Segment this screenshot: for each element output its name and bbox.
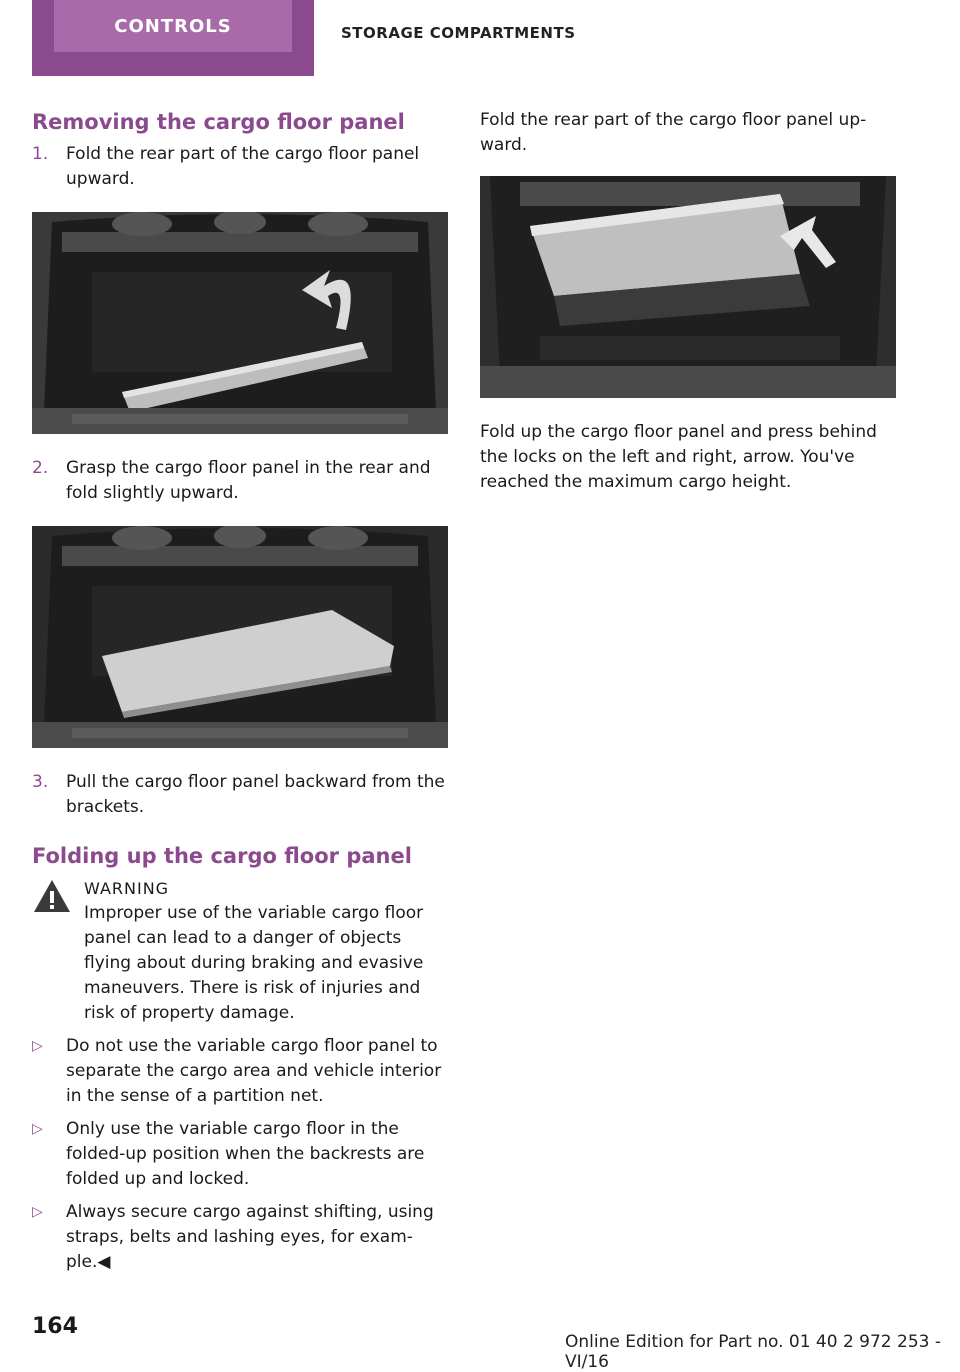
step-number: 2. [32,458,49,478]
list-item [32,1117,448,1192]
warning-text-wrap [32,901,448,1026]
step-2 [32,456,448,506]
bullet-text: Do not use the variable cargo floor panel to separate the cargo area and vehicle interior in the sense of a partition net. [66,1036,442,1106]
bullet-arrow-icon: ▷ [32,1204,43,1220]
paragraph-fold-up-locks: Fold up the cargo floor panel and press behind the locks on the left and right, arrow. You've reached the maximum cargo height. [480,422,877,492]
step-number: 1. [32,144,49,164]
warning-triangle-icon [32,878,72,918]
chapter-tab[interactable] [32,0,314,76]
heading-removing-panel: Removing the cargo floor panel [32,110,405,134]
bullet-arrow-icon: ▷ [32,1121,43,1137]
chapter-tab-label: CONTROLS [54,0,292,52]
bullet-text: Only use the variable cargo floor in the folded-up position when the backrests are folded up and locked. [66,1119,425,1189]
step-text: Pull the cargo floor panel backward from the brackets. [66,772,445,817]
photo-grasp-panel [32,526,448,748]
paragraph-fold-rear: Fold the rear part of the cargo floor panel up-ward. [480,110,867,155]
step-1 [32,142,448,192]
warning-bullets [32,1034,448,1275]
warning-block [32,876,448,1026]
step-number: 3. [32,772,49,792]
step-3 [32,770,448,820]
list-item [32,1200,448,1275]
photo-fold-up-panel [480,176,896,398]
left-column [32,108,448,1283]
right-column [480,108,896,495]
warning-text: Improper use of the variable cargo floor panel can lead to a danger of objects flying about during braking and evasive maneuvers. There is risk of injuries and risk of property damage. [84,903,424,1023]
step-text: Grasp the cargo floor panel in the rear and fold slightly upward. [66,458,431,503]
page-number: 164 [32,1314,78,1339]
bullet-arrow-icon: ▷ [32,1038,43,1054]
list-item [32,1034,448,1109]
bullet-text: Always secure cargo against shifting, using straps, belts and lashing eyes, for exam-ple.◀ [66,1202,434,1272]
edition-footer: Online Edition for Part no. 01 40 2 972 253 - VI/16 [565,1332,942,1372]
photo-fold-rear-part [32,212,448,434]
section-title: STORAGE COMPARTMENTS [341,24,576,42]
heading-folding-panel: Folding up the cargo floor panel [32,844,412,868]
step-text: Fold the rear part of the cargo floor panel upward. [66,144,420,189]
warning-label: WARNING [84,879,170,898]
